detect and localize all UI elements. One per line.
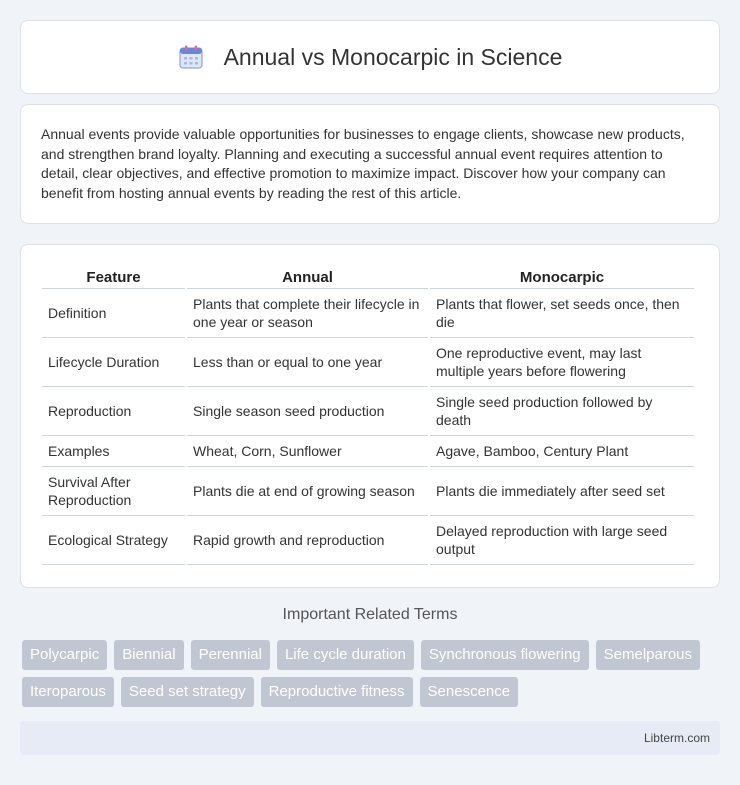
intro-paragraph: Annual events provide valuable opportunities for businesses to engage clients, showcase new products, and strengthen brand loyalty. Planning and executing a successful annual event requires attention to detail, clear objectives, and effective promotion to maximize impact. Discover how your company can benefit from hosting annual events by reading the rest of this article.	[41, 126, 685, 201]
table-cell: Reproduction	[42, 387, 185, 436]
table-cell: Wheat, Corn, Sunflower	[187, 436, 428, 467]
table-row	[42, 338, 694, 387]
table-cell: Plants die at end of growing season	[187, 467, 428, 516]
footer-link[interactable]: Libterm.com	[643, 731, 710, 745]
tag-synchronous-flowering[interactable]: Synchronous flowering	[421, 640, 589, 670]
calendar-icon	[178, 44, 204, 70]
table-row	[42, 289, 694, 338]
table-card	[20, 244, 720, 588]
tag-life-cycle-duration[interactable]: Life cycle duration	[277, 640, 414, 670]
table-row	[42, 467, 694, 516]
table-cell: Less than or equal to one year	[187, 338, 428, 387]
table-cell: Lifecycle Duration	[42, 338, 185, 387]
table-cell: Definition	[42, 289, 185, 338]
tag-reproductive-fitness[interactable]: Reproductive fitness	[261, 677, 413, 707]
table-cell: Rapid growth and reproduction	[187, 516, 428, 565]
header-annual: Annual	[187, 265, 428, 289]
tag-seed-set-strategy[interactable]: Seed set strategy	[121, 677, 254, 707]
table-row	[42, 436, 694, 467]
tag-perennial[interactable]: Perennial	[191, 640, 270, 670]
table-cell: Examples	[42, 436, 185, 467]
table-cell: Plants that flower, set seeds once, then die	[430, 289, 694, 338]
footer	[20, 721, 720, 755]
tag-polycarpic[interactable]: Polycarpic	[22, 640, 107, 670]
table-cell: Single season seed production	[187, 387, 428, 436]
table-cell: Ecological Strategy	[42, 516, 185, 565]
intro-card	[20, 104, 720, 224]
tag-senescence[interactable]: Senescence	[420, 677, 519, 707]
tag-iteroparous[interactable]: Iteroparous	[22, 677, 114, 707]
table-cell: Survival After Reproduction	[42, 467, 185, 516]
related-terms-tags	[22, 640, 722, 707]
related-terms-title: Important Related Terms	[282, 606, 458, 623]
table-cell: Plants die immediately after seed set	[430, 467, 694, 516]
table-cell: One reproductive event, may last multiple years before flowering	[430, 338, 694, 387]
comparison-table	[40, 265, 696, 565]
table-row	[42, 387, 694, 436]
table-cell: Plants that complete their lifecycle in one year or season	[187, 289, 428, 338]
tag-biennial[interactable]: Biennial	[114, 640, 183, 670]
table-cell: Single seed production followed by death	[430, 387, 694, 436]
table-row	[42, 516, 694, 565]
tag-semelparous[interactable]: Semelparous	[596, 640, 700, 670]
title-card	[20, 20, 720, 94]
table-cell: Agave, Bamboo, Century Plant	[430, 436, 694, 467]
header-feature: Feature	[42, 265, 185, 289]
table-cell: Delayed reproduction with large seed output	[430, 516, 694, 565]
header-monocarpic: Monocarpic	[430, 265, 694, 289]
table-header-row	[42, 265, 694, 289]
page-title: Annual vs Monocarpic in Science	[223, 43, 563, 70]
